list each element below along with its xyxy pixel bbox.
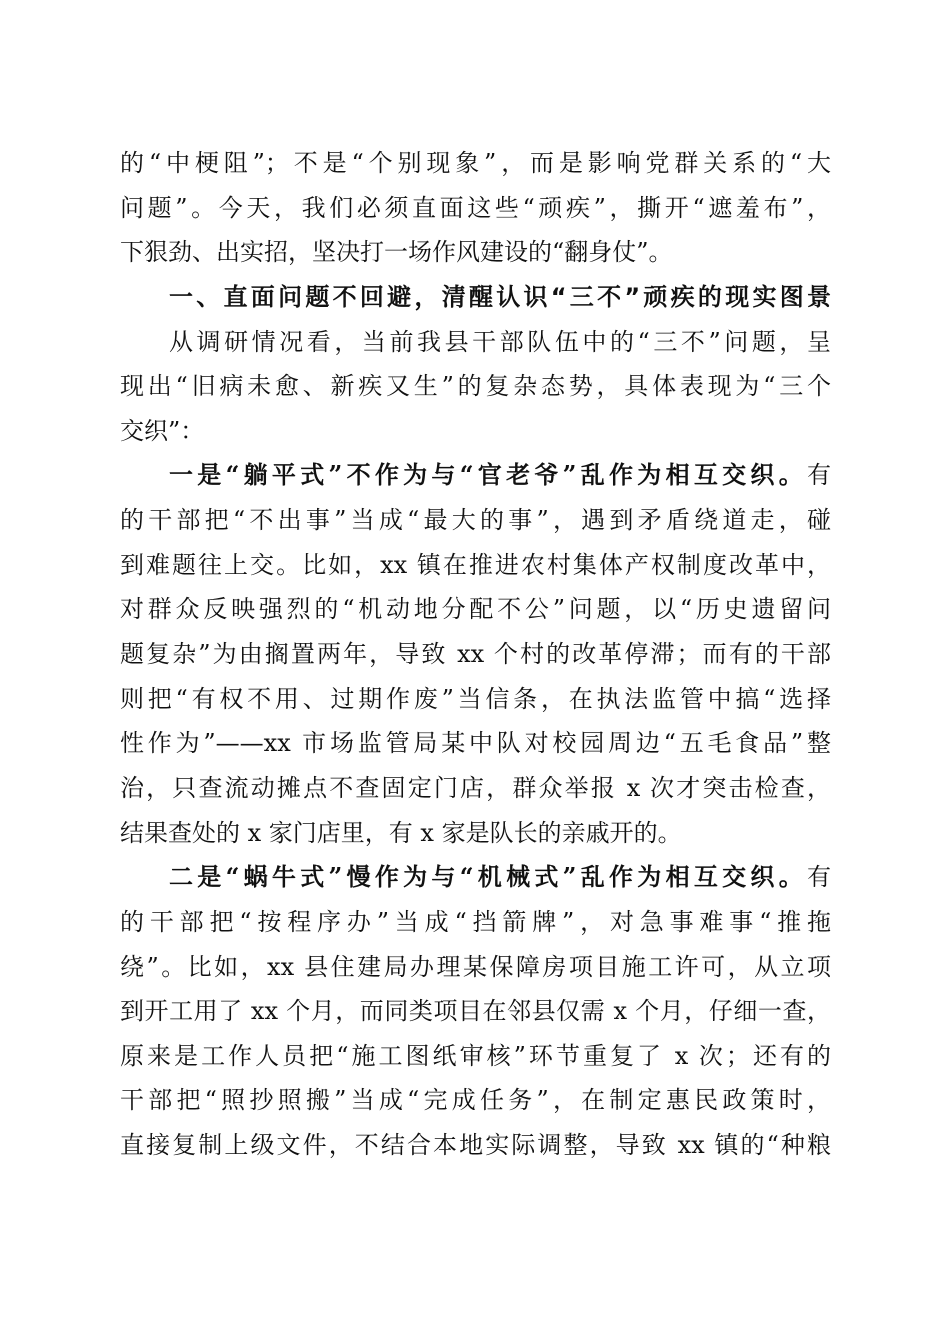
body-text-line: 的干部把“不出事”当成“最大的事”，遇到矛盾绕道走，碰 (120, 506, 831, 535)
body-text-line: 结果查处的 x 家门店里，有 x 家是队长的亲戚开的。 (120, 818, 682, 847)
body-text-fragment: 有 (807, 863, 831, 892)
body-text-line: 则把“有权不用、过期作废”当信条，在执法监管中搞“选择 (120, 684, 831, 713)
body-text-line: 治，只查流动摊点不查固定门店，群众举报 x 次才突击检查， (120, 773, 831, 802)
body-text-line: 性作为”——xx 市场监管局某中队对校园周边“五毛食品”整 (120, 729, 831, 758)
document-body (120, 141, 831, 1168)
body-text-line: 问题”。今天，我们必须直面这些“顽疾”，撕开“遮羞布”， (120, 193, 831, 222)
point-two-first-line (120, 855, 831, 900)
body-text-fragment: 有 (807, 461, 831, 490)
body-text-line: 从调研情况看，当前我县干部队伍中的“三不”问题，呈 (169, 327, 831, 356)
body-text-line: 到难题往上交。比如，xx 镇在推进农村集体产权制度改革中， (120, 550, 831, 579)
point-one-first-line (120, 453, 831, 498)
body-text-line: 的干部把“按程序办”当成“挡箭牌”，对急事难事“推拖 (120, 907, 831, 936)
point-one-lead-sentence: 一是“躺平式”不作为与“官老爷”乱作为相互交织。 (169, 460, 807, 490)
point-two-lead-sentence: 二是“蜗牛式”慢作为与“机械式”乱作为相互交织。 (169, 862, 807, 892)
body-text-line: 题复杂”为由搁置两年，导致 xx 个村的改革停滞；而有的干部 (120, 640, 831, 669)
section-heading: 一、直面问题不回避，清醒认识“三不”顽疾的现实图景 (169, 282, 831, 311)
body-text-line: 现出“旧病未愈、新疾又生”的复杂态势，具体表现为“三个 (120, 372, 831, 401)
body-text-line: 到开工用了 xx 个月，而同类项目在邻县仅需 x 个月，仔细一查， (120, 997, 831, 1026)
body-text-line: 绕”。比如，xx 县住建局办理某保障房项目施工许可，从立项 (120, 952, 831, 981)
body-text-line: 下狠劲、出实招，坚决打一场作风建设的“翻身仗”。 (120, 238, 673, 267)
body-text-line: 干部把“照抄照搬”当成“完成任务”，在制定惠民政策时， (120, 1086, 831, 1115)
body-text-line: 的“中梗阻”；不是“个别现象”，而是影响党群关系的“大 (120, 149, 831, 177)
body-text-line: 原来是工作人员把“施工图纸审核”环节重复了 x 次；还有的 (120, 1041, 831, 1070)
body-text-line: 对群众反映强烈的“机动地分配不公”问题，以“历史遗留问 (120, 595, 831, 624)
body-text-line: 交织”： (120, 416, 205, 445)
body-text-line: 直接复制上级文件，不结合本地实际调整，导致 xx 镇的“种粮 (120, 1131, 831, 1160)
